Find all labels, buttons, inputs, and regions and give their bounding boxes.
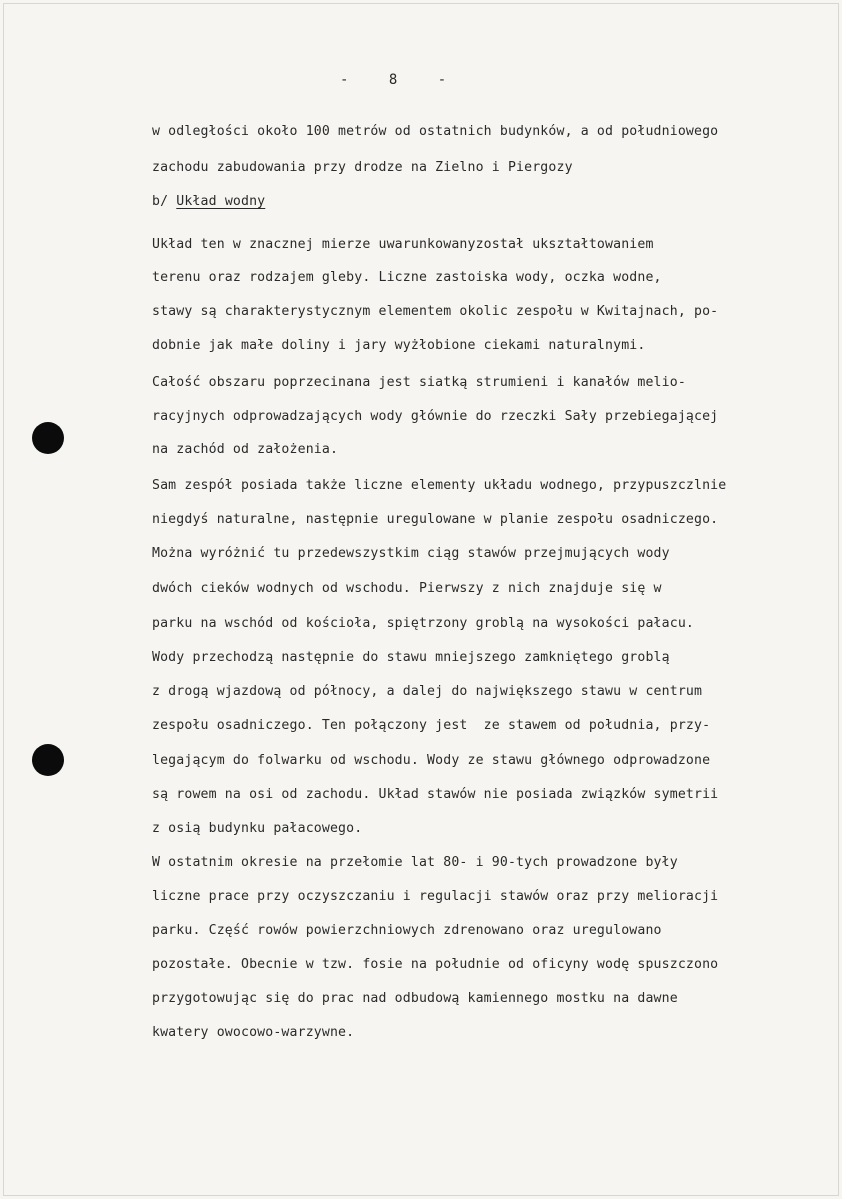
text-line: parku na wschód od kościoła, spiętrzony groblą na wysokości pałacu. — [152, 616, 694, 631]
text-line: W ostatnim okresie na przełomie lat 80- i 90-tych prowadzone były — [152, 855, 678, 870]
text-line: pozostałe. Obecnie w tzw. fosie na południe od oficyny wodę spuszczono — [152, 957, 719, 972]
text-line: zachodu zabudowania przy drodze na Zielno i Piergozy — [152, 160, 573, 175]
section-heading-title: Układ wodny — [176, 194, 266, 209]
text-line: racyjnych odprowadzających wody głównie do rzeczki Sały przebiegającej — [152, 409, 719, 424]
text-line: z osią budynku pałacowego. — [152, 821, 363, 836]
section-heading — [152, 194, 265, 209]
text-line: Można wyróżnić tu przedewszystkim ciąg stawów przejmujących wody — [152, 546, 670, 561]
text-line: zespołu osadniczego. Ten połączony jest ze stawem od południa, przy- — [152, 718, 711, 733]
punch-hole-upper — [32, 422, 64, 454]
text-line: Całość obszaru poprzecinana jest siatką strumieni i kanałów melio- — [152, 375, 686, 390]
text-line: z drogą wjazdową od północy, a dalej do największego stawu w centrum — [152, 684, 703, 699]
text-line: przygotowując się do prac nad odbudową kamiennego mostku na dawne — [152, 991, 678, 1006]
page-border — [3, 3, 839, 1196]
text-line: są rowem na osi od zachodu. Układ stawów nie posiada związków symetrii — [152, 787, 719, 802]
page-number: - 8 - — [340, 72, 463, 88]
punch-hole-lower — [32, 744, 64, 776]
text-line: w odległości około 100 metrów od ostatnich budynków, a od południowego — [152, 124, 719, 139]
text-line: dwóch cieków wodnych od wschodu. Pierwszy z nich znajduje się w — [152, 581, 662, 596]
text-line: terenu oraz rodzajem gleby. Liczne zastoiska wody, oczka wodne, — [152, 270, 662, 285]
text-line: liczne prace przy oczyszczaniu i regulacji stawów oraz przy melioracji — [152, 889, 719, 904]
text-line: dobnie jak małe doliny i jary wyżłobione ciekami naturalnymi. — [152, 338, 646, 353]
section-heading-prefix: b/ — [152, 194, 177, 209]
text-line: parku. Część rowów powierzchniowych zdrenowano oraz uregulowano — [152, 923, 662, 938]
text-line: Wody przechodzą następnie do stawu mniejszego zamkniętego groblą — [152, 650, 670, 665]
text-line: kwatery owocowo-warzywne. — [152, 1025, 355, 1040]
text-line: legającym do folwarku od wschodu. Wody ze stawu głównego odprowadzone — [152, 753, 711, 768]
text-line: Sam zespół posiada także liczne elementy układu wodnego, przypuszczlnie — [152, 478, 727, 493]
text-line: Układ ten w znacznej mierze uwarunkowanyzostał ukształtowaniem — [152, 237, 654, 252]
text-line: stawy są charakterystycznym elementem okolic zespołu w Kwitajnach, po- — [152, 304, 719, 319]
text-line: na zachód od założenia. — [152, 442, 339, 457]
text-line: niegdyś naturalne, następnie uregulowane w planie zespołu osadniczego. — [152, 512, 719, 527]
